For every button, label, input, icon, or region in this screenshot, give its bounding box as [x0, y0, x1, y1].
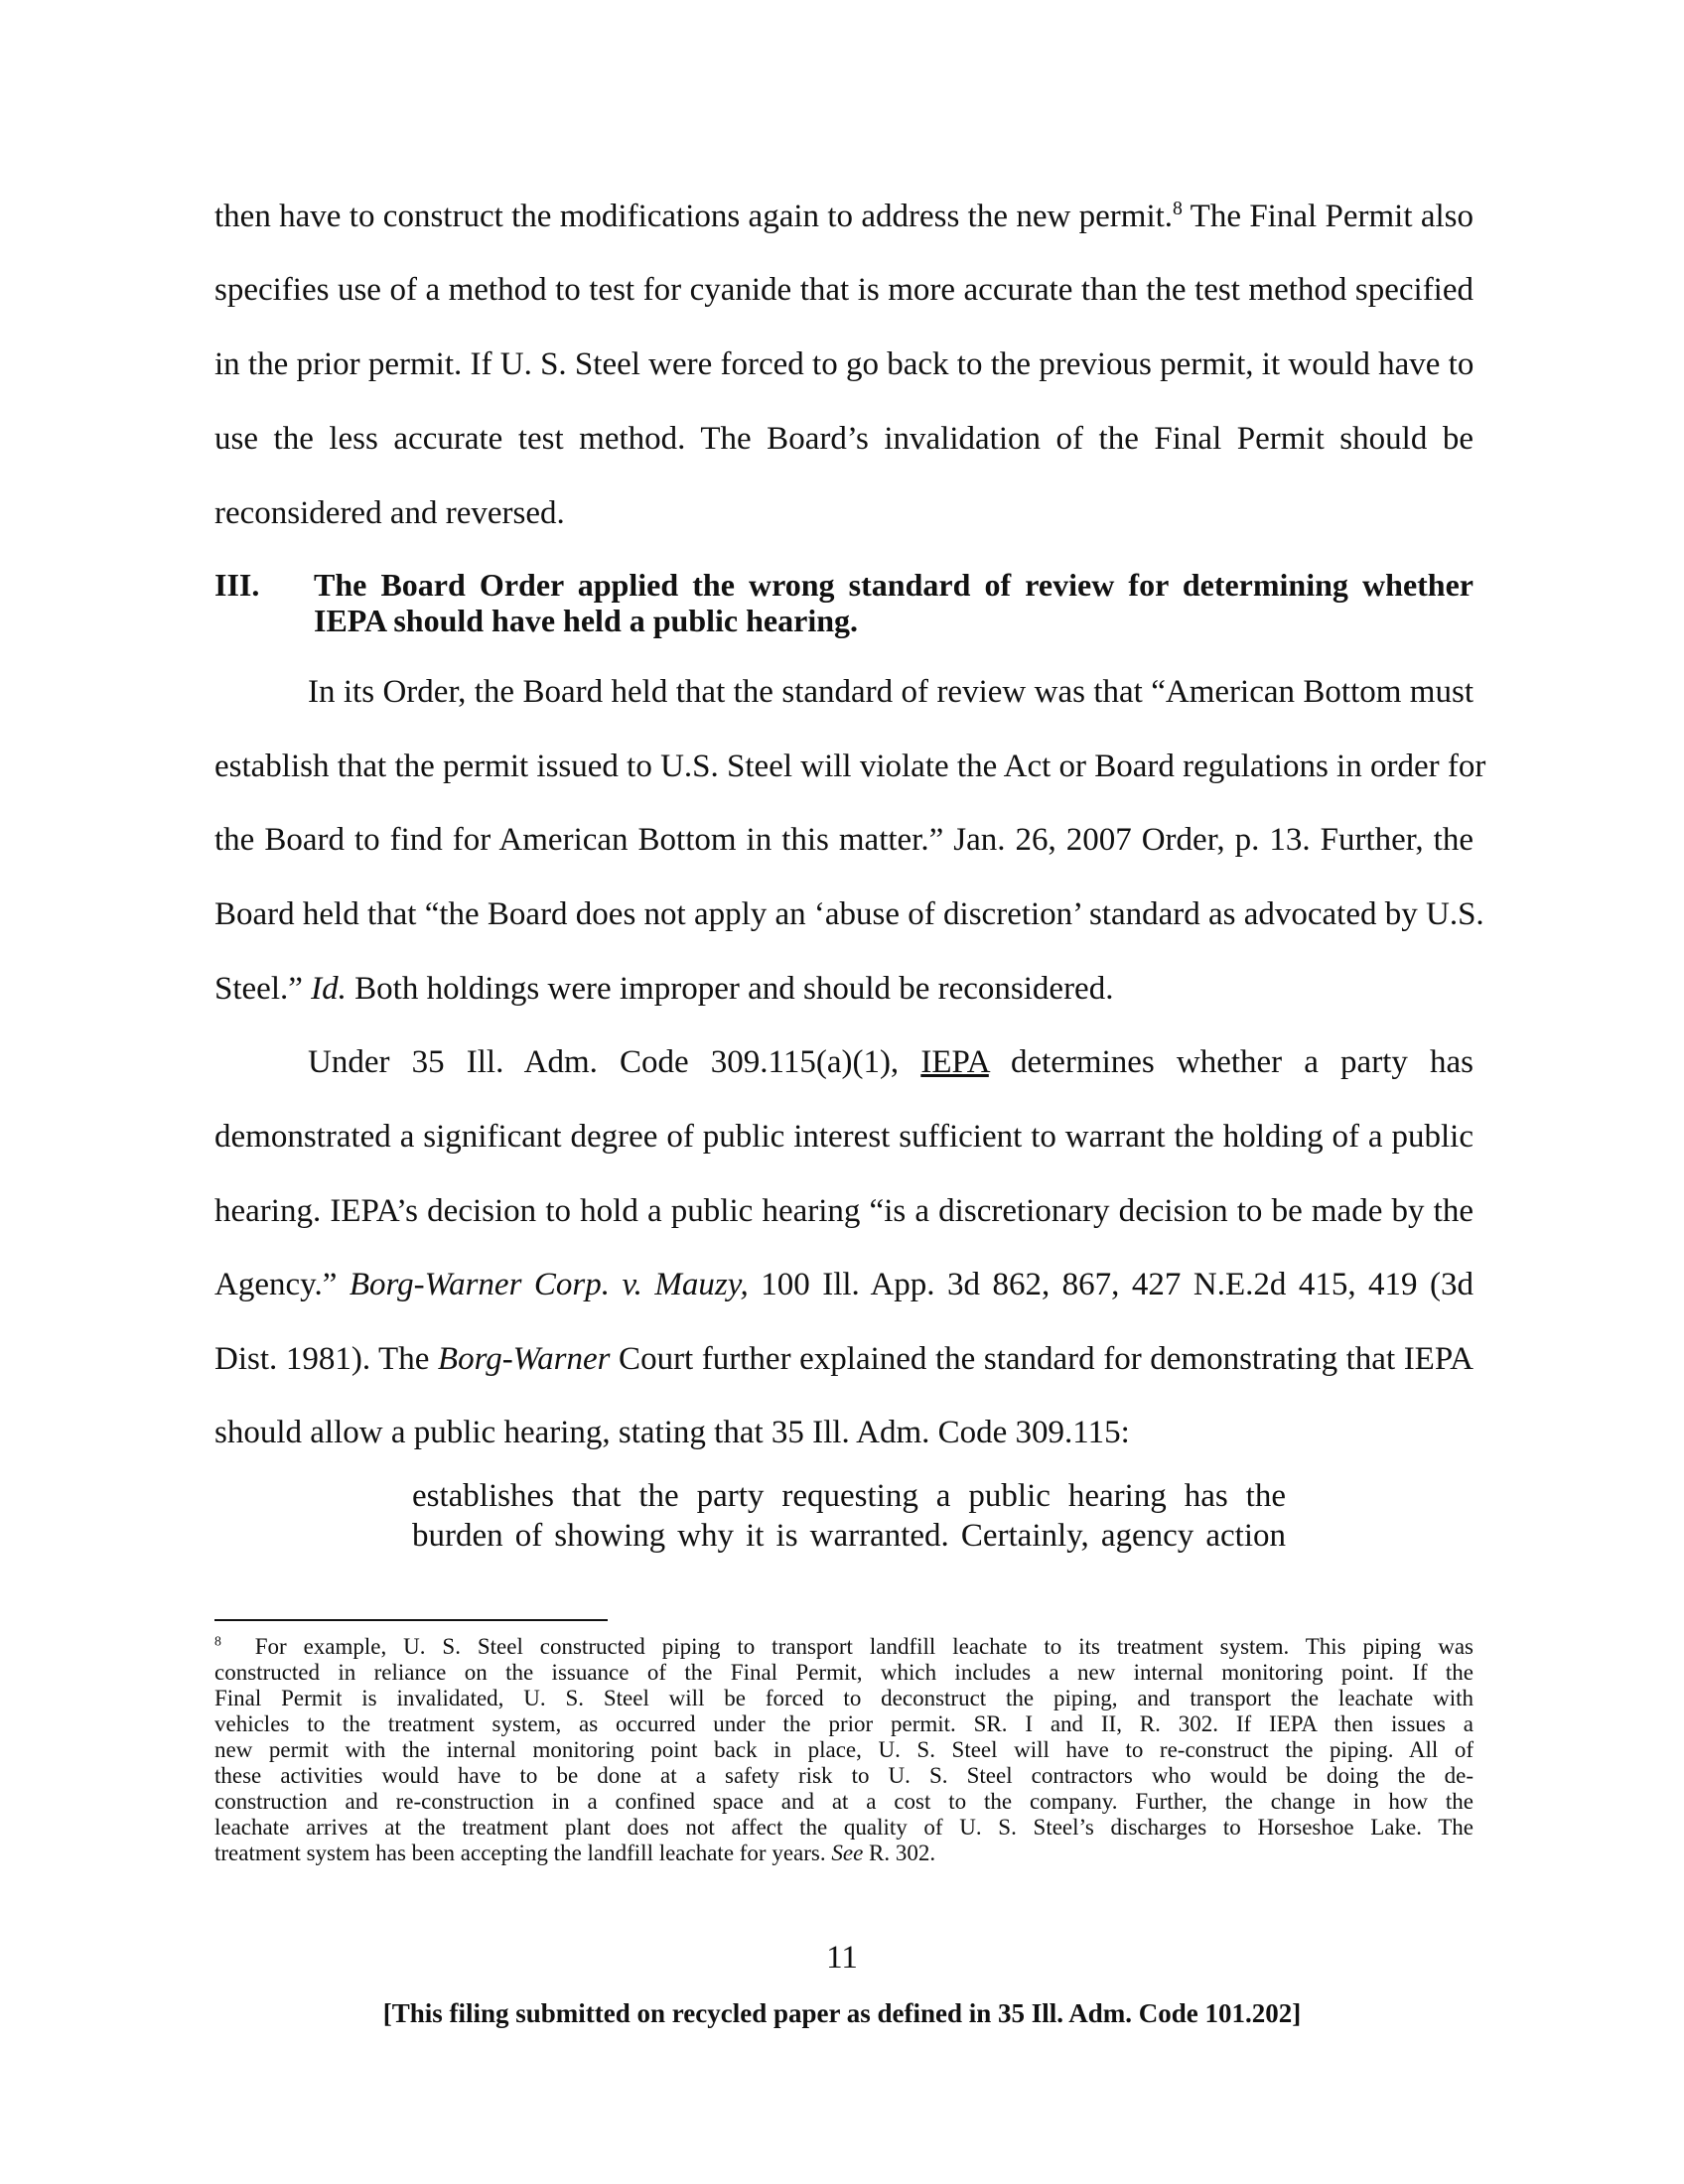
body-line: in the prior permit. If U. S. Steel were forced to go back to the previous permit, it would have to — [214, 346, 1474, 382]
body-line: establish that the permit issued to U.S. Steel will violate the Act or Board regulations in order for — [214, 749, 1486, 784]
body-line: Agency.” Borg-Warner Corp. v. Mauzy, 100 Ill. App. 3d 862, 867, 427 N.E.2d 415, 419 (3d — [214, 1267, 1474, 1302]
body-line: specifies use of a method to test for cyanide that is more accurate than the test method specified — [214, 272, 1474, 308]
body-line: Board held that “the Board does not apply an ‘abuse of discretion’ standard as advocated by U.S. — [214, 896, 1484, 932]
body-line: hearing. IEPA’s decision to hold a public hearing “is a discretionary decision to be made by the — [214, 1193, 1474, 1229]
section-number: III. — [214, 567, 260, 603]
footnote-marker: 8 — [214, 1633, 221, 1649]
footnote: $^8$ For example, U. S. Steel constructed piping to transport landfill leachate to its treatment system. This piping was constructed in reliance on the issuance of the Final Permit, which includes a new internal monitoring point. If the Final Permit is invalidated, U. S. Steel will be forced to deconstruct the piping, and transport the leachate with vehicles to the treatment system, as occurred under the prior permit. SR. I and II, R. 302. If IEPA then issues a new permit with the internal monitoring point back in place, U. S. Steel will have to re-construct the piping. All of these activities would have to be done at a safety risk to U. S. Steel contractors who would be doing the de- construction and re-construction in a confined space and at a cost to the company. Further, the change in how the leachate arrives at the treatment plant does not affect the quality of U. S. Steel’s discharges to Horseshoe Lake. The treatment system has been accepting the landfill leachate for years. See R. 302. — [214, 1633, 1474, 1865]
body-line: Dist. 1981). The Borg-Warner Court further explained the standard for demonstrating that IEPA — [214, 1341, 1474, 1377]
body-line: the Board to find for American Bottom in this matter.” Jan. 26, 2007 Order, p. 13. Further, the — [214, 822, 1474, 858]
body-line: demonstrated a significant degree of public interest sufficient to warrant the holding of a public — [214, 1119, 1474, 1155]
body-line: should allow a public hearing, stating that 35 Ill. Adm. Code 309.115: — [214, 1415, 1130, 1450]
body-line: then have to construct the modifications again to address the new permit.$^8$ The Final Permit also — [214, 198, 1474, 234]
body-line: Under 35 Ill. Adm. Code 309.115(a)(1), IEPA determines whether a party has — [308, 1044, 1474, 1080]
body-line: use the less accurate test method. The Board’s invalidation of the Final Permit should be — [214, 421, 1474, 457]
footnote-reference: 8 — [1173, 198, 1183, 219]
block-quote: establishes that the party requesting a public hearing has the burden of showing why it is warranted. Certainly, agency action — [412, 1478, 1286, 1554]
section-title: The Board Order applied the wrong standard of review for determining whether IEPA should have held a public hearing. — [314, 567, 1474, 638]
body-line: Steel.” Id. Both holdings were improper and should be reconsidered. — [214, 971, 1114, 1007]
page-number: 11 — [826, 1940, 858, 1976]
body-line: reconsidered and reversed. — [214, 495, 565, 531]
recycled-paper-notice: [This filing submitted on recycled paper as defined in 35 Ill. Adm. Code 101.202] — [382, 1998, 1302, 2028]
footnote-separator — [214, 1619, 608, 1621]
body-line: In its Order, the Board held that the standard of review was that “American Bottom must — [308, 674, 1474, 710]
